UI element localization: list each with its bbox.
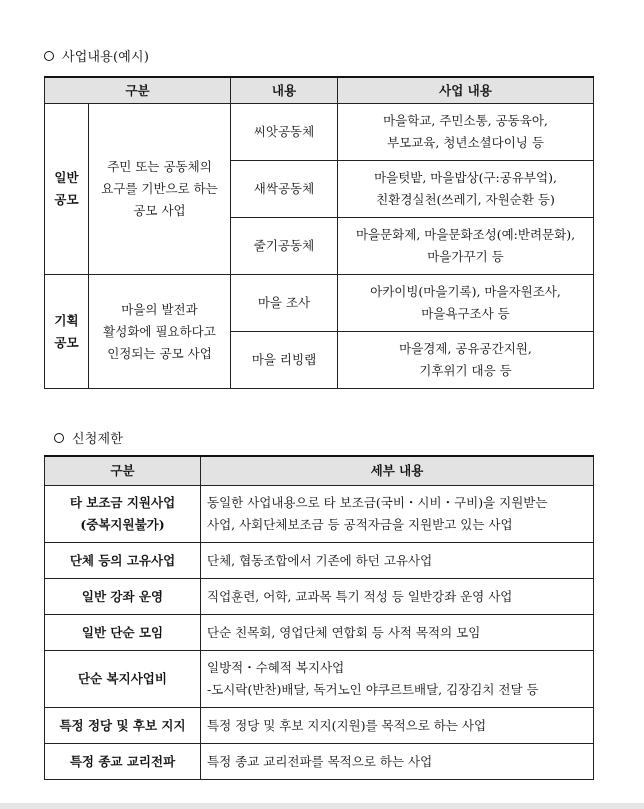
row-content: 마을텃밭, 마을밥상(구:공유부엌), 친환경실천(쓰레기, 자원순환 등) (338, 161, 594, 218)
header-category: 구분 (45, 456, 201, 486)
restriction-detail: 단순 친목회, 영업단체 연합회 등 사적 목적의 모임 (201, 615, 594, 651)
row-type: 씨앗공동체 (231, 104, 338, 161)
restriction-category: 일반 강좌 운영 (45, 579, 201, 615)
hollow-circle-bullet-icon (44, 51, 54, 61)
row-type: 새싹공동체 (231, 161, 338, 218)
restriction-detail: 직업훈련, 어학, 교과목 특기 적성 등 일반강좌 운영 사업 (201, 579, 594, 615)
section-title-business (44, 46, 149, 65)
business-content-table (44, 76, 594, 389)
restriction-category: 타 보조금 지원사업 (중복지원불가) (45, 486, 201, 543)
group-desc-planned: 마을의 발전과 활성화에 필요하다고 인정되는 공모 사업 (89, 275, 231, 389)
restriction-category: 일반 단순 모임 (45, 615, 201, 651)
header-business-content: 사업 내용 (338, 77, 594, 104)
row-content: 마을학교, 주민소통, 공동육아, 부모교육, 청년소셜다이닝 등 (338, 104, 594, 161)
restriction-detail: 단체, 협동조합에서 기존에 하던 고유사업 (201, 543, 594, 579)
restriction-detail: 특정 정당 및 후보 지지(지원)를 목적으로 하는 사업 (201, 708, 594, 744)
restriction-category: 특정 종교 교리전파 (45, 744, 201, 780)
restriction-category: 특정 정당 및 후보 지지 (45, 708, 201, 744)
header-detail: 세부 내용 (201, 456, 594, 486)
row-content: 아카이빙(마을기록), 마을자원조사, 마을욕구조사 등 (338, 275, 594, 332)
restriction-detail: 특정 종교 교리전파를 목적으로 하는 사업 (201, 744, 594, 780)
header-content: 내용 (231, 77, 338, 104)
row-type: 줄기공동체 (231, 218, 338, 275)
group-desc-general: 주민 또는 공동체의 요구를 기반으로 하는 공모 사업 (89, 104, 231, 275)
restriction-detail: 동일한 사업내용으로 타 보조금(국비・시비・구비)을 지원받는 사업, 사회단체보조금 등 공적자금을 지원받고 있는 사업 (201, 486, 594, 543)
page-bottom-strip (0, 803, 644, 809)
row-content: 마을경제, 공유공간지원, 기후위기 대응 등 (338, 332, 594, 389)
group-name-general: 일반 공모 (45, 104, 89, 275)
hollow-circle-bullet-icon (54, 433, 64, 443)
row-type: 마을 리빙랩 (231, 332, 338, 389)
restriction-detail: 일방적・수혜적 복지사업 -도시락(반찬)배달, 독거노인 야쿠르트배달, 김장김치 전달 등 (201, 651, 594, 708)
section-title-text: 사업내용(예시) (62, 50, 150, 65)
row-type: 마을 조사 (231, 275, 338, 332)
row-content: 마을문화제, 마을문화조성(예:반려문화), 마을가꾸기 등 (338, 218, 594, 275)
restriction-category: 단체 등의 고유사업 (45, 543, 201, 579)
group-name-planned: 기획 공모 (45, 275, 89, 389)
section-title-text: 신청제한 (72, 432, 124, 447)
header-category: 구분 (45, 77, 231, 104)
section-title-restriction (54, 428, 123, 447)
restriction-category: 단순 복지사업비 (45, 651, 201, 708)
restriction-table (44, 455, 594, 780)
